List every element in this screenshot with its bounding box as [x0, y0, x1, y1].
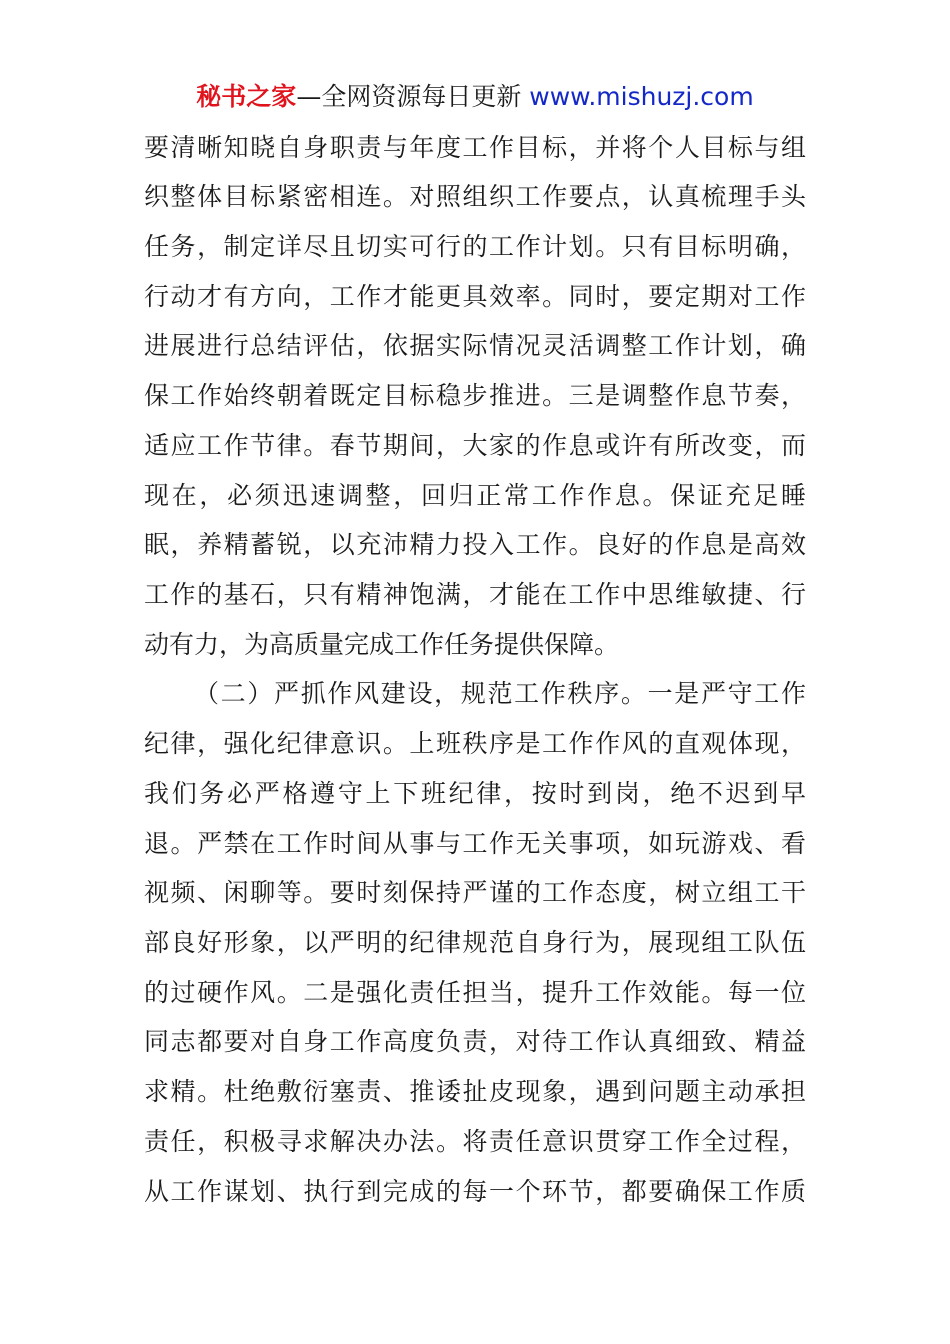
text-line: 纪律，强化纪律意识。上班秩序是工作作风的直观体现，: [144, 729, 806, 758]
text-line: 行动才有方向，工作才能更具效率。同时，要定期对工作: [144, 282, 806, 311]
text-line: 责任，积极寻求解决办法。将责任意识贯穿工作全过程，: [144, 1127, 806, 1156]
text-line: 我们务必严格遵守上下班纪律，按时到岗，绝不迟到早: [144, 779, 806, 808]
text-line: 从工作谋划、执行到完成的每一个环节，都要确保工作质: [144, 1177, 806, 1206]
text-line: 的过硬作风。二是强化责任担当，提升工作效能。每一位: [144, 978, 806, 1007]
site-tagline: —全网资源每日更新: [296, 82, 522, 111]
text-line: 部良好形象，以严明的纪律规范自身行为，展现组工队伍: [144, 928, 806, 957]
text-line: 动有力，为高质量完成工作任务提供保障。: [144, 630, 620, 659]
paragraph-heading-line: （二）严抓作风建设，规范工作秩序。一是严守工作: [194, 679, 806, 708]
text-line: 织整体目标紧密相连。对照组织工作要点，认真梳理手头: [144, 182, 806, 211]
text-line: 工作的基石，只有精神饱满，才能在工作中思维敏捷、行: [144, 580, 806, 609]
text-line: 保工作始终朝着既定目标稳步推进。三是调整作息节奏，: [144, 381, 806, 410]
text-line: 求精。杜绝敷衍塞责、推诿扯皮现象，遇到问题主动承担: [144, 1077, 806, 1106]
text-line: 现在，必须迅速调整，回归正常工作作息。保证充足睡: [144, 481, 806, 510]
site-brand: 秘书之家: [196, 82, 297, 111]
site-header: [0, 80, 950, 114]
site-url-link[interactable]: www.mishuzj.com: [529, 82, 754, 111]
text-line: 进展进行总结评估，依据实际情况灵活调整工作计划，确: [144, 331, 806, 360]
text-line: 退。严禁在工作时间从事与工作无关事项，如玩游戏、看: [144, 829, 806, 858]
text-line: 任务，制定详尽且切实可行的工作计划。只有目标明确，: [144, 232, 806, 261]
text-line: 同志都要对自身工作高度负责，对待工作认真细致、精益: [144, 1027, 806, 1056]
text-line: 视频、闲聊等。要时刻保持严谨的工作态度，树立组工干: [144, 878, 806, 907]
text-line: 适应工作节律。春节期间，大家的作息或许有所改变，而: [144, 431, 806, 460]
text-line: 要清晰知晓自身职责与年度工作目标，并将个人目标与组: [144, 133, 806, 162]
text-line: 眠，养精蓄锐，以充沛精力投入工作。良好的作息是高效: [144, 530, 806, 559]
